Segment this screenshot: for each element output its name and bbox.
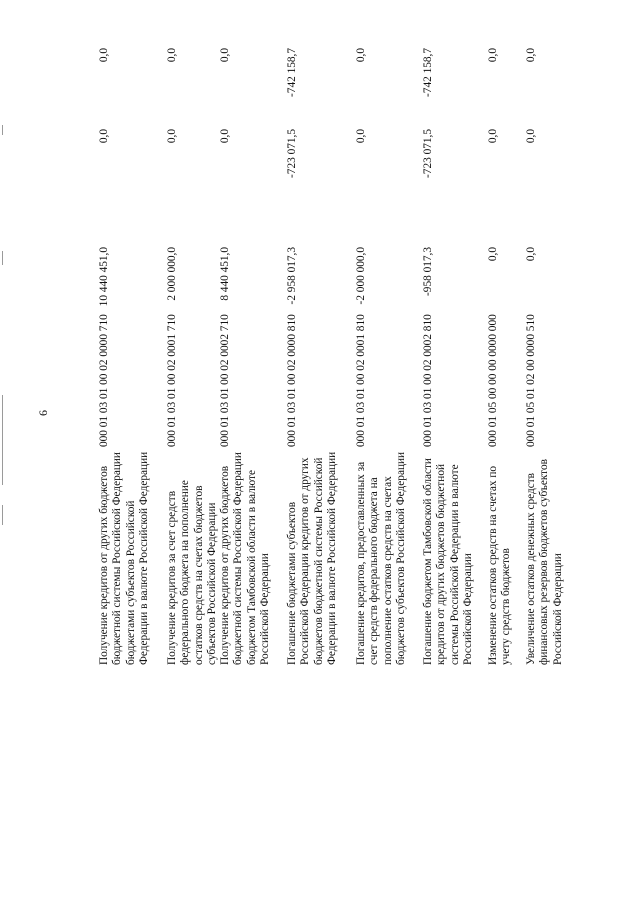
row-name: Погашение кредитов, предоставленных за счет средств федерального бюджета на пополнение остатков средств на счетах бюджетов субъектов Российской Федерации	[355, 451, 407, 665]
row-value-1: 0,0	[525, 247, 537, 262]
row-code: 000 01 03 01 00 02 0002 810	[422, 314, 434, 447]
row-value-3: 0,0	[219, 48, 231, 63]
row-value-3: 0,0	[487, 48, 499, 63]
row-code: 000 01 05 01 02 00 0000 510	[525, 314, 537, 447]
row-value-2: -723 071,5	[286, 129, 298, 178]
row-value-1: 2 000 000,0	[166, 247, 178, 301]
row-value-3: -742 158,7	[422, 48, 434, 97]
row-value-1: -2 958 017,3	[286, 247, 298, 305]
row-value-1: 0,0	[487, 247, 499, 262]
row-value-3: 0,0	[355, 48, 367, 63]
row-value-1: 8 440 451,0	[219, 247, 231, 301]
row-value-3: -742 158,7	[286, 48, 298, 97]
row-code: 000 01 03 01 00 02 0000 710	[98, 314, 110, 447]
row-value-1: -958 017,3	[422, 247, 434, 296]
row-name: Изменение остатков средств на счетах по учету средств бюджетов	[487, 465, 513, 665]
row-value-2: 0,0	[219, 129, 231, 144]
row-value-2: 0,0	[355, 129, 367, 144]
row-value-2: 0,0	[166, 129, 178, 144]
row-name: Получение кредитов от других бюджетов бюджетной системы Российской Федерации бюджетом Тамбовской области в валюте Российской Федерации	[219, 452, 271, 665]
row-value-3: 0,0	[525, 48, 537, 63]
row-value-2: -723 071,5	[422, 129, 434, 178]
row-code: 000 01 03 01 00 02 0002 710	[219, 314, 231, 447]
row-code: 000 01 03 01 00 02 0001 810	[355, 314, 367, 447]
row-value-3: 0,0	[166, 48, 178, 63]
page-number: 6	[36, 410, 50, 416]
row-name: Получение кредитов от других бюджетов бюджетной системы Российской Федерации бюджетами субъектов Российской Федерации в валюте Российской Федерации	[98, 451, 150, 665]
row-code: 000 01 05 00 00 00 0000 000	[487, 314, 499, 447]
row-value-2: 0,0	[98, 129, 110, 144]
row-value-2: 0,0	[525, 129, 537, 144]
row-name: Увеличение остатков денежных средств финансовых резервов бюджетов субъектов Российской Федерации	[525, 459, 564, 665]
row-code: 000 01 03 01 00 02 0000 810	[286, 314, 298, 447]
row-name: Погашение бюджетами субъектов Российской Федерации кредитов от других бюджетов бюджетной системы Российской Федерации в валюте Российской Федерации	[286, 451, 338, 665]
row-value-3: 0,0	[98, 48, 110, 63]
row-name: Получение кредитов за счет средств федерального бюджета на пополнение остатков средств на счетах бюджетов субъектов Российской Федерации	[166, 480, 218, 665]
row-name: Погашение бюджетом Тамбовской области кредитов от других бюджетов бюджетной системы Российской Федерации в валюте Российской Федерации	[422, 458, 474, 665]
row-value-1: -2 000 000,0	[355, 247, 367, 305]
row-value-1: 10 440 451,0	[98, 247, 110, 307]
row-code: 000 01 03 01 00 02 0001 710	[166, 314, 178, 447]
row-value-2: 0,0	[487, 129, 499, 144]
